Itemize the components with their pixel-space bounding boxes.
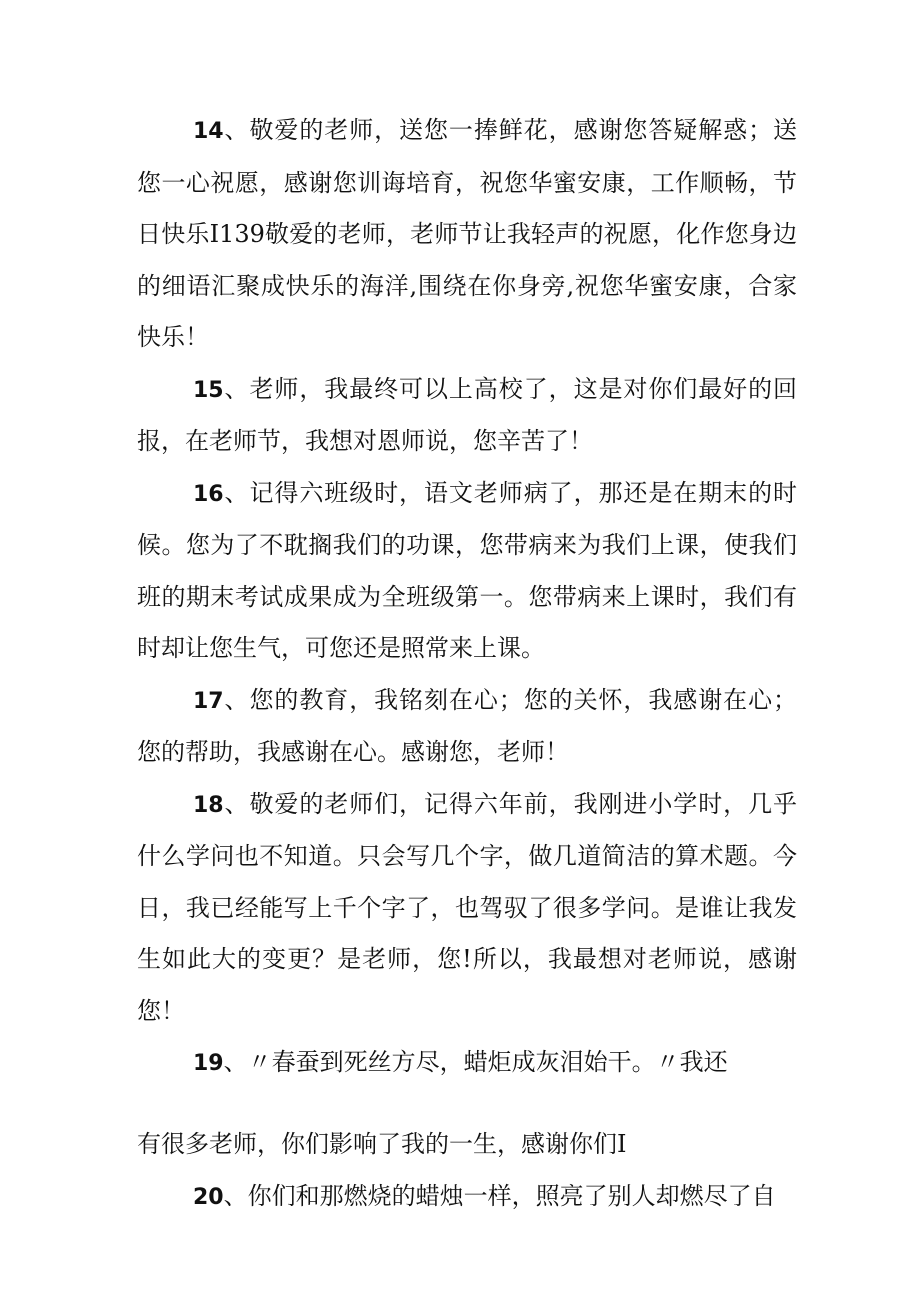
paragraph-number: 16 bbox=[193, 481, 224, 507]
paragraph-number: 15 bbox=[193, 377, 224, 403]
paragraph-text: 、敬爱的老师们，记得六年前，我刚进小学时，几乎什么学问也不知道。只会写几个字，做几道简洁的算术题。今日，我已经能写上千个字了，也驾驭了很多学问。是谁让我发生如此大的变更？是老师，您!所以，我最想对老师说，感谢您！ bbox=[137, 789, 797, 1025]
paragraph-text: 、您的教育，我铭刻在心；您的关怀，我感谢在心；您的帮助，我感谢在心。感谢您，老师！ bbox=[137, 685, 797, 766]
paragraph-text: 、〃春蚕到死丝方尽，蜡炬成灰泪始干。〃我还 bbox=[223, 1048, 728, 1076]
paragraph-text: 有很多老师，你们影响了我的一生，感谢你们I bbox=[137, 1129, 627, 1158]
paragraph-text: 、老师，我最终可以上高校了，这是对你们最好的回报，在老师节，我想对恩师说，您辛苦了！ bbox=[137, 374, 797, 455]
paragraph-17 bbox=[137, 675, 797, 779]
paragraph-18 bbox=[137, 779, 797, 1038]
paragraph-19-continued bbox=[137, 1119, 797, 1172]
paragraph-14 bbox=[137, 105, 797, 364]
paragraph-number: 17 bbox=[193, 688, 224, 714]
paragraph-19 bbox=[137, 1037, 797, 1090]
paragraph-number: 18 bbox=[193, 792, 224, 818]
paragraph-number: 20 bbox=[193, 1185, 224, 1210]
paragraph-text: 、记得六班级时，语文老师病了，那还是在期末的时候。您为了不耽搁我们的功课，您带病来为我们上课，使我们班的期末考试成果成为全班级第一。您带病来上课时，我们有时却让您生气，可您还是照常来上课。 bbox=[137, 478, 797, 662]
paragraph-16 bbox=[137, 468, 797, 675]
document-body bbox=[137, 105, 797, 1224]
paragraph-text: 、敬爱的老师，送您一捧鲜花，感谢您答疑解惑；送您一心祝愿，感谢您训诲培育，祝您华蜜安康，工作顺畅，节日快乐I139敬爱的老师，老师节让我轻声的祝愿，化作您身边的细语汇聚成快乐的海洋,围绕在你身旁,祝您华蜜安康，合家快乐！ bbox=[137, 116, 797, 351]
paragraph-15 bbox=[137, 364, 797, 468]
paragraph-number: 19 bbox=[193, 1051, 224, 1076]
paragraph-20 bbox=[137, 1171, 797, 1224]
paragraph-text: 、你们和那燃烧的蜡烛一样，照亮了别人却燃尽了自 bbox=[223, 1182, 776, 1210]
paragraph-gap bbox=[137, 1090, 797, 1119]
paragraph-number: 14 bbox=[193, 119, 224, 144]
